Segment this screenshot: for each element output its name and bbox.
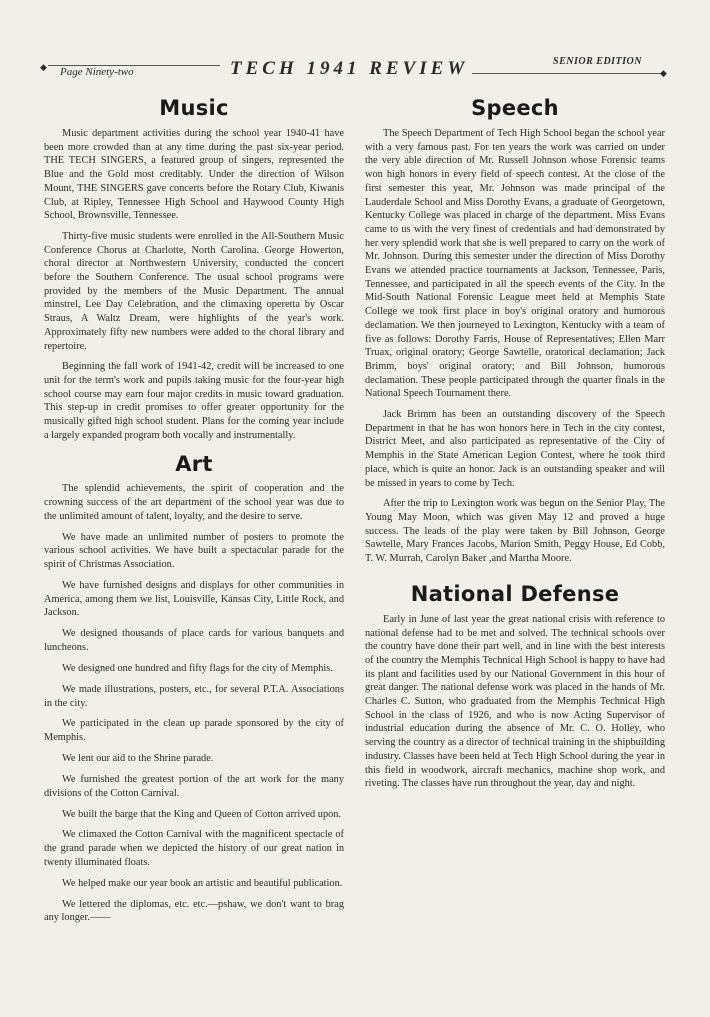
right-column: [365, 96, 665, 798]
art-paragraph-8: We lent our aid to the Shrine parade.: [62, 753, 214, 765]
art-paragraph-9: We furnished the greatest portion of the art work for the many divisions of the Cotton Carnival.: [44, 773, 344, 799]
page-header: [40, 56, 670, 84]
art-paragraph-11: We climaxed the Cotton Carnival with the magnificent spectacle of the grand parade when we depicted the history of our great nation in twenty illuminated floats.: [44, 829, 344, 868]
art-paragraph-12: We helped make our year book an artistic and beautiful publication.: [62, 877, 343, 889]
speech-paragraph-1: The Speech Department of Tech High School began the school year with a very famous past. For ten years the work was carried on under the very able direction of Mr. Russell Johnson whose Forensic teams won high honors in every field of speech contest. At the close of the first semester this year, Mr. Johnson was made principal of the Lauderdale School and Miss Dorothy Evans, a graduate of Georgetown, Kentucky College was placed in charge of the department. Miss Evans came to us with the very finest of credentials and had demonstrated by her very splendid work that she is well prepared to carry on the work of Mr. Johnson. During this semester under the direction of Miss Dorothy Evans we attended practice tournaments at Jackson, Tennessee, Paris, Tennessee, and participated in all the speech events of the City. In the Mid-South National Forensic League meet held at Memphis State College we took first place in boy's original oratory and humorous declamation. We then journeyed to Lexington, Kentucky with a team of five as follows: Dorothy Farris, House of Representatives; Ellen Marr Truax, original oratory; George Sawtelle, oratorical declamation; Jack Brimm, boys' original oratory; and Bill Johnson, humorous declamation. These people participated through the quarter finals in the National Speech Tournament there.: [365, 128, 665, 400]
art-paragraph-4: We designed thousands of place cards for various banquets and luncheons.: [44, 628, 344, 654]
right-bullet-ornament: ◆: [660, 68, 667, 78]
speech-paragraph-3: After the trip to Lexington work was begun on the Senior Play, The Young May Moon, which was given May 12 and proved a huge success. The leads of the play were taken by Bill Johnson, George Sawtelle, Mary Frances Jacobs, Marion Smith, Peggy House, Ed Cobb, T. W. Murrah, Carolyn Baker ,and Martha Moore.: [365, 498, 665, 565]
music-heading: Music: [159, 96, 229, 120]
art-heading: Art: [175, 452, 213, 477]
edition-label: SENIOR EDITION: [553, 56, 642, 67]
art-paragraph-5: We designed one hundred and fifty flags for the city of Memphis.: [62, 662, 333, 674]
music-paragraph-2: Thirty-five music students were enrolled in the All-Southern Music Conference Chorus at Charlotte, North Carolina. George Howerton, choral director at Northwestern University, conducted the concert before the Southern Conference. The usual school programs were provided by the members of the Music Department. The annual minstrel, Lee Day Celebration, and the climaxing operetta by Oscar Straus, A Waltz Dream, were highlights of the year's work. Approximately fifty new numbers were added to the choral library and repertoire.: [44, 230, 344, 352]
art-paragraph-10: We built the barge that the King and Queen of Cotton arrived upon.: [62, 808, 342, 820]
left-bullet-ornament: ◆: [40, 62, 47, 72]
header-title: TECH 1941 REVIEW: [230, 58, 469, 79]
page-number-label: Page Ninety-two: [60, 66, 134, 78]
speech-heading: Speech: [471, 96, 559, 120]
art-paragraph-7: We participated in the clean up parade sponsored by the city of Memphis.: [44, 718, 344, 744]
national-defense-paragraph-1: Early in June of last year the great national crisis with reference to national defense had to be met and solved. The technical schools over the country have done their part well, and in line with the best interests of the country the Memphis Technical High School is happy to have had its plant and facilities used by our National Government in this hour of great danger. The national defense work was placed in the hands of Mr. Charles C. Sutton, who graduated from the Memphis Technical High School in the class of 1926, and who is now Acting Supervisor of industrial education during the absence of Mr. C. O. Holley, who serving the country as a director of technical training in the shipbuilding industry. Classes have been held at Tech High School during the year in this field in woodwork, aircraft mechanics, machine shop work, and riveting. The classes have run throughout the year, day and night.: [365, 613, 665, 790]
music-paragraph-1: Music department activities during the school year 1940-41 have been more crowded than at any time during the past six-year period. THE TECH SINGERS, a featured group of singers, represented the Blue and the Gold most creditably. Under the direction of Wilson Mount, THE SINGERS gave concerts before the Rotary Club, Kiwanis Club, at Ripley, Tennessee High School and Haywood County High School, Brownsville, Tennessee.: [44, 128, 344, 222]
music-section: [44, 96, 344, 442]
speech-paragraph-2: Jack Brimm has been an outstanding discovery of the Speech Department in that he has won honors here in Tech in the city contest, District Meet, and also participated as representative of the City of Memphis in the State American Legion Contest, where he took third place, which is quite an honor. Jack is an outstanding speaker and will be missed in years to come by Tech.: [365, 409, 665, 489]
speech-section: [365, 96, 665, 566]
national-defense-section: [365, 582, 665, 791]
art-paragraph-2: We have made an unlimited number of posters to promote the various school activities. We have built a spectacular parade for the spirit of Christmas Association.: [44, 531, 344, 571]
header-rule-right: [472, 73, 662, 74]
art-section: [44, 452, 344, 925]
national-defense-heading: National Defense: [410, 581, 620, 606]
left-column: [44, 96, 344, 932]
art-paragraph-13: We lettered the diplomas, etc. etc.—pshaw, we don't want to brag any longer.——: [44, 898, 344, 924]
art-paragraph-1: The splendid achievements, the spirit of cooperation and the crowning success of the art department of the school year was due to the unlimited amount of talent, loyalty, and the desire to serve.: [44, 483, 344, 522]
art-paragraph-6: We made illustrations, posters, etc., for several P.T.A. Associations in the city.: [44, 683, 344, 709]
music-paragraph-3: Beginning the fall work of 1941-42, credit will be increased to one unit for the term's work and pupils taking music for the four-year high school course may earn four major credits in music toward graduation. This step-up in credit promises to offer greater opportunity for the musically gifted high school student. Plans for the coming year include a largely expanded program both vocally and instrumentally.: [44, 361, 344, 441]
art-paragraph-3: We have furnished designs and displays for other communities in America, among them we list, Louisville, Kansas City, Little Rock, and Jackson.: [44, 580, 344, 619]
